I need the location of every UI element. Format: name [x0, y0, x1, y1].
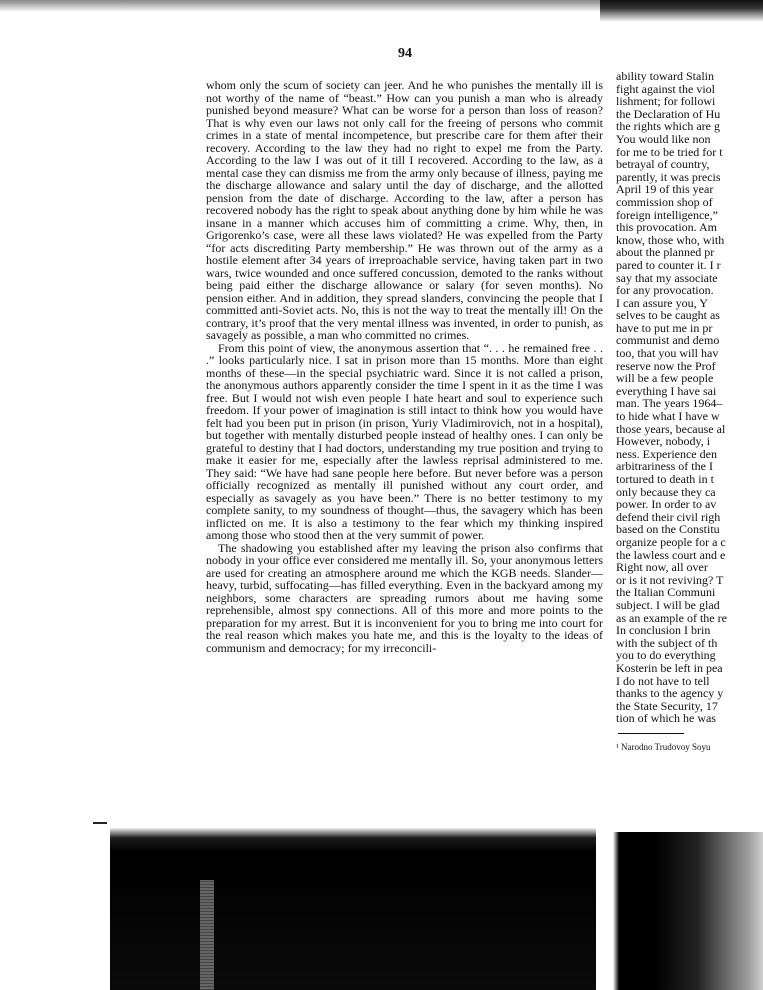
- paragraph: The shadowing you established after my leaving the prison also confirms that nobody in your office ever considered me mentally ill. So, your anonymous letters are used for creating an atmosphere around me which the KGB needs. Slander—heavy, turbid, suffocating—has filled everything. Even in the backyard among my neighbors, some characters are spreading rumors about me having some reprehensible, almost spy connections. All of this more and more points to the preparation for my arrest. But it is inconvenient for you to bring me into court for the real reason which makes you hate me, and this is the loyalty to the ideas of communism and democracy; for my irreconcili-: [206, 540, 603, 655]
- text-line: say that my associate: [616, 270, 718, 285]
- text-line: for any provocation.: [616, 283, 714, 298]
- text-line: know, those who, with: [616, 232, 725, 247]
- text-line: However, nobody, i: [616, 434, 711, 449]
- text-line: fight against the viol: [616, 81, 715, 96]
- text-line: or is it not reviving? T: [616, 572, 724, 587]
- text-line: you to do everything: [616, 648, 716, 663]
- text-line: too, that you will hav: [616, 346, 719, 361]
- text-line: Right now, all over: [616, 560, 708, 575]
- text-line: communist and demo: [616, 333, 720, 348]
- text-line: based on the Constitu: [616, 522, 720, 537]
- text-line: with the subject of th: [616, 635, 718, 650]
- scan-bottom-noise: [200, 880, 214, 990]
- text-line: thanks to the agency y: [616, 686, 724, 701]
- text-line: April 19 of this year: [616, 182, 714, 197]
- text-line: man. The years 1964–: [616, 396, 723, 411]
- text-line: You would like non: [616, 131, 711, 146]
- text-line: defend their civil righ: [616, 509, 721, 524]
- text-line: reserve now the Prof: [616, 358, 716, 373]
- text-line: Kosterin be left in pea: [616, 660, 723, 675]
- text-line: I can assure you, Y: [616, 295, 708, 310]
- text-line: ability toward Stalin: [616, 70, 714, 83]
- text-line: arbitrariness of the I: [616, 459, 713, 474]
- scan-bottom-right-shadow: [607, 832, 763, 990]
- scan-bottom-shadow: [110, 828, 596, 990]
- paragraph: whom only the scum of society can jeer. And he who punishes the mentally ill is not worthy of the name of “beast.” How can you punish a man who is already punished beyond measure? What can be worse for a person than loss of reason? That is why even our laws not only call for the freeing of persons who commit crimes in a state of mental incompetence, but prescribe care for them after their recovery. According to the law they had no right to expel me from the Party. According to the law I was out of it till I recovered. According to the law, as a mental case they can dismiss me from the army only because of illness, paying me the discharge allowance and salary until the day of discharge, and the allotted pension from the date of discharge. According to the law, after a person has recovered nobody has the right to speak about anything done by him while he was insane in a manner which accuses him of committing a crime. Why, then, in Grigorenko’s case, were all these laws violated? He was expelled from the Party “for acts discrediting Party membership.” He was thrown out of the army as a hostile element after 34 years of irreproachable service, having taken part in two wars, twice wounded and once suffered concussion, demoted to the ranks without being paid either the discharge allowance or salary (for seven months). No pension either. And in addition, they spread slanders, convincing the people that I committed anti-Soviet acts. No, this is not the way to treat the mentally ill! On the contrary, it’s proof that the very mental illness was invented, in order to punish, as savagely as possible, a man who committed no crimes.: [206, 78, 603, 342]
- text-line: as an example of the re: [616, 610, 727, 625]
- text-line: power. In order to av: [616, 497, 717, 512]
- main-text-column: [206, 79, 603, 654]
- footnote-rule: [618, 733, 684, 734]
- text-line: commission shop of: [616, 194, 713, 209]
- text-line: the rights which are g: [616, 119, 720, 134]
- text-line: the Italian Communi: [616, 585, 716, 600]
- text-line: about the planned pr: [616, 245, 715, 260]
- right-text-column: [616, 70, 763, 753]
- page-number: 94: [398, 46, 412, 61]
- text-line: tion of which he was: [616, 711, 716, 726]
- text-line: ness. Experience den: [616, 446, 717, 461]
- text-line: lishment; for followi: [616, 94, 716, 109]
- text-line: foreign intelligence,”: [616, 207, 718, 222]
- paragraph: From this point of view, the anonymous assertion that “. . . he remained free . . .” looks particularly nice. I sat in prison more than 15 months. More than eight months of these—in the special psychiatric ward. Since it is not called a prison, the anonymous authors apparently consider the time I spent in it as the time I was free. But I would not wish even people I hate heart and soul to experience such freedom. If your power of imagination is still intact to think how you would have felt had you been put in prison (in prison, Yuriy Vladimirovich, not in a hospital), but together with mentally disturbed people instead of healthy ones. I can only be grateful to destiny that I had doctors, understanding my true position and trying to make it easier for me, especially after the lawless reprisal administered to me. They said: “We have had sane people here before. But never before was a person officially recognized as mentally ill punished without any court order, and especially as savagely as you have been.” There is no better testimony to my complete sanity, to my soundness of thought—thus, the savagery which has been inflicted on me. It is also a testimony to the fear which my thinking inspired among those who stood then at the very summit of power.: [206, 340, 603, 542]
- scan-top-right-shadow: [600, 0, 763, 30]
- text-line: pared to counter it. I r: [616, 257, 721, 272]
- text-line: the State Security, 17: [616, 698, 718, 713]
- text-line: the Declaration of Hu: [616, 106, 721, 121]
- text-line: selves to be caught as: [616, 308, 720, 323]
- text-line: parently, it was precis: [616, 169, 721, 184]
- text-line: for me to be tried for t: [616, 144, 723, 159]
- margin-mark: [93, 822, 107, 824]
- text-line: organize people for a c: [616, 534, 726, 549]
- text-line: tortured to death in t: [616, 472, 714, 486]
- text-line: this provocation. Am: [616, 220, 717, 235]
- text-line: the lawless court and e: [616, 547, 726, 562]
- text-line: betrayal of country,: [616, 157, 710, 172]
- footnote: ¹ Narodno Trudovoy Soyu: [616, 741, 711, 752]
- text-line: only because they ca: [616, 484, 716, 499]
- text-line: subject. I will be glad: [616, 597, 720, 612]
- text-line: everything I have sai: [616, 383, 717, 398]
- text-line: will be a few people: [616, 371, 714, 386]
- text-line: to hide what I have w: [616, 409, 720, 424]
- text-line: those years, because al: [616, 421, 726, 436]
- text-line: In conclusion I brin: [616, 623, 711, 638]
- text-line: have to put me in pr: [616, 320, 713, 335]
- text-line: I do not have to tell: [616, 673, 710, 688]
